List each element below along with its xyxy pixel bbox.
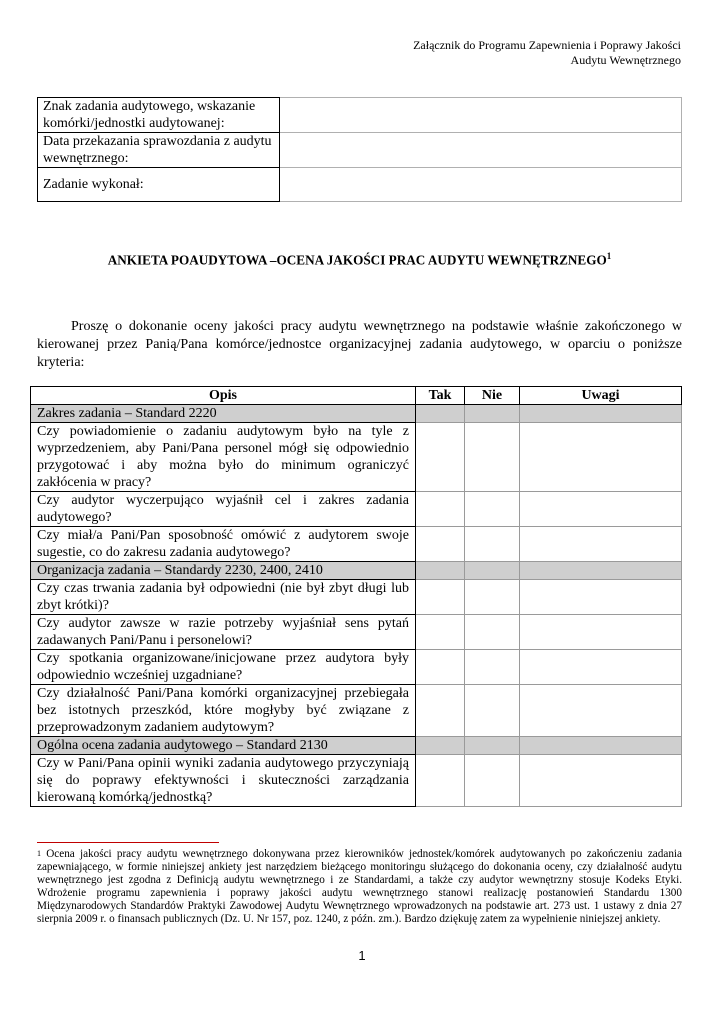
nie-cell[interactable] bbox=[465, 562, 520, 580]
nie-cell[interactable] bbox=[465, 423, 520, 492]
question-row bbox=[31, 615, 682, 650]
tak-cell[interactable] bbox=[416, 615, 465, 650]
uwagi-cell[interactable] bbox=[520, 650, 682, 685]
info-value-field[interactable] bbox=[280, 98, 682, 133]
info-label: Data przekazania sprawozdania z audytu wewnętrznego: bbox=[38, 133, 280, 168]
question-row bbox=[31, 755, 682, 807]
question-row bbox=[31, 423, 682, 492]
uwagi-cell[interactable] bbox=[520, 562, 682, 580]
header-line-2: Audytu Wewnętrznego bbox=[570, 53, 681, 67]
uwagi-cell[interactable] bbox=[520, 492, 682, 527]
question-row bbox=[31, 650, 682, 685]
footnote-marker: 1 bbox=[37, 849, 41, 858]
nie-cell[interactable] bbox=[465, 755, 520, 807]
section-row bbox=[31, 737, 682, 755]
page-title bbox=[37, 251, 682, 268]
nie-cell[interactable] bbox=[465, 527, 520, 562]
nie-cell[interactable] bbox=[465, 685, 520, 737]
tak-cell[interactable] bbox=[416, 580, 465, 615]
question-text: Czy w Pani/Pana opinii wyniki zadania audytowego przyczyniają się do poprawy efektywności i skuteczności zarządzania kierowaną komórką/jednostką? bbox=[31, 755, 416, 807]
nie-cell[interactable] bbox=[465, 615, 520, 650]
tak-cell[interactable] bbox=[416, 492, 465, 527]
survey-header-row bbox=[31, 387, 682, 405]
question-row bbox=[31, 492, 682, 527]
info-label: Zadanie wykonał: bbox=[38, 168, 280, 202]
nie-cell[interactable] bbox=[465, 737, 520, 755]
question-text: Czy spotkania organizowane/inicjowane przez audytora były odpowiednio wcześniej uzgadniane? bbox=[31, 650, 416, 685]
info-row bbox=[38, 98, 682, 133]
question-text: Czy czas trwania zadania był odpowiedni (nie był zbyt długi lub zbyt krótki)? bbox=[31, 580, 416, 615]
question-row bbox=[31, 685, 682, 737]
tak-cell[interactable] bbox=[416, 650, 465, 685]
intro-paragraph: Proszę o dokonanie oceny jakości pracy audytu wewnętrznego na podstawie właśnie zakończonego w kierowanej przez Panią/Pana komórce/jednostce organizacyjnej zadania audytowego, w oparciu o poniższe kryteria: bbox=[37, 319, 682, 370]
nie-cell[interactable] bbox=[465, 650, 520, 685]
question-text: Czy miał/a Pani/Pan sposobność omówić z audytorem swoje sugestie, co do zakresu zadania audytowego? bbox=[31, 527, 416, 562]
section-title: Organizacja zadania – Standardy 2230, 2400, 2410 bbox=[31, 562, 416, 580]
tak-cell[interactable] bbox=[416, 527, 465, 562]
tak-cell[interactable] bbox=[416, 755, 465, 807]
info-value-field[interactable] bbox=[280, 133, 682, 168]
info-label: Znak zadania audytowego, wskazanie komórki/jednostki audytowanej: bbox=[38, 98, 280, 133]
header-line-1: Załącznik do Programu Zapewnienia i Poprawy Jakości bbox=[413, 38, 681, 52]
info-row bbox=[38, 133, 682, 168]
header-uwagi: Uwagi bbox=[520, 387, 682, 405]
footnote bbox=[37, 848, 682, 926]
tak-cell[interactable] bbox=[416, 562, 465, 580]
footnote-ref: 1 bbox=[606, 251, 612, 261]
info-value-field[interactable] bbox=[280, 168, 682, 202]
document-header bbox=[413, 38, 681, 68]
page-number: 1 bbox=[358, 948, 366, 963]
question-row bbox=[31, 527, 682, 562]
tak-cell[interactable] bbox=[416, 737, 465, 755]
nie-cell[interactable] bbox=[465, 405, 520, 423]
section-title: Ogólna ocena zadania audytowego – Standard 2130 bbox=[31, 737, 416, 755]
header-nie: Nie bbox=[465, 387, 520, 405]
nie-cell[interactable] bbox=[465, 580, 520, 615]
uwagi-cell[interactable] bbox=[520, 405, 682, 423]
section-row bbox=[31, 562, 682, 580]
question-text: Czy audytor zawsze w razie potrzeby wyjaśniał sens pytań zadawanych Pani/Panu i personelowi? bbox=[31, 615, 416, 650]
section-row bbox=[31, 405, 682, 423]
tak-cell[interactable] bbox=[416, 423, 465, 492]
uwagi-cell[interactable] bbox=[520, 423, 682, 492]
footnote-separator bbox=[37, 842, 219, 843]
title-text: ANKIETA POAUDYTOWA –OCENA JAKOŚCI PRAC AUDYTU WEWNĘTRZNEGO bbox=[107, 252, 607, 268]
section-title: Zakres zadania – Standard 2220 bbox=[31, 405, 416, 423]
footnote-text: Ocena jakości pracy audytu wewnętrznego dokonywana przez kierowników jednostek/komórek audytowanych po zakończeniu zadania zapewniającego, w formie niniejszej ankiety jest narzędziem bieżącego monitoringu służącego do dokonania oceny, czy działalność audytu wewnętrznego jest zgodna z Definicją audytu wewnętrznego i ze Standardami, a także czy audytor wewnętrzny stosuje Kodeks Etyki. Wdrożenie programu zapewnienia i poprawy jakości audytu wewnętrznego stanowi realizację postanowień Standardu 1300 Międzynarodowych Standardów Praktyki Zawodowej Audytu Wewnętrznego wprowadzonych na podstawie art. 273 ust. 1 ustawy z dnia 27 sierpnia 2009 r. o finansach publicznych (Dz. U. Nr 157, poz. 1240, z późn. zm.). Bardzo dziękuję zatem za wypełnienie niniejszej ankiety. bbox=[37, 848, 682, 925]
uwagi-cell[interactable] bbox=[520, 527, 682, 562]
info-row bbox=[38, 168, 682, 202]
header-tak: Tak bbox=[416, 387, 465, 405]
uwagi-cell[interactable] bbox=[520, 615, 682, 650]
nie-cell[interactable] bbox=[465, 492, 520, 527]
uwagi-cell[interactable] bbox=[520, 755, 682, 807]
uwagi-cell[interactable] bbox=[520, 737, 682, 755]
uwagi-cell[interactable] bbox=[520, 685, 682, 737]
tak-cell[interactable] bbox=[416, 405, 465, 423]
uwagi-cell[interactable] bbox=[520, 580, 682, 615]
header-opis: Opis bbox=[31, 387, 416, 405]
question-text: Czy powiadomienie o zadaniu audytowym było na tyle z wyprzedzeniem, aby Pani/Pana personel mógł się odpowiednio przygotować i aby można było do minimum ograniczyć zakłócenia w pracy? bbox=[31, 423, 416, 492]
survey-table bbox=[30, 386, 682, 807]
tak-cell[interactable] bbox=[416, 685, 465, 737]
question-text: Czy działalność Pani/Pana komórki organizacyjnej przebiegała bez istotnych przeszkód, które mogłyby być związane z przeprowadzonym zadaniem audytowym? bbox=[31, 685, 416, 737]
question-text: Czy audytor wyczerpująco wyjaśnił cel i zakres zadania audytowego? bbox=[31, 492, 416, 527]
info-table bbox=[37, 97, 682, 202]
question-row bbox=[31, 580, 682, 615]
